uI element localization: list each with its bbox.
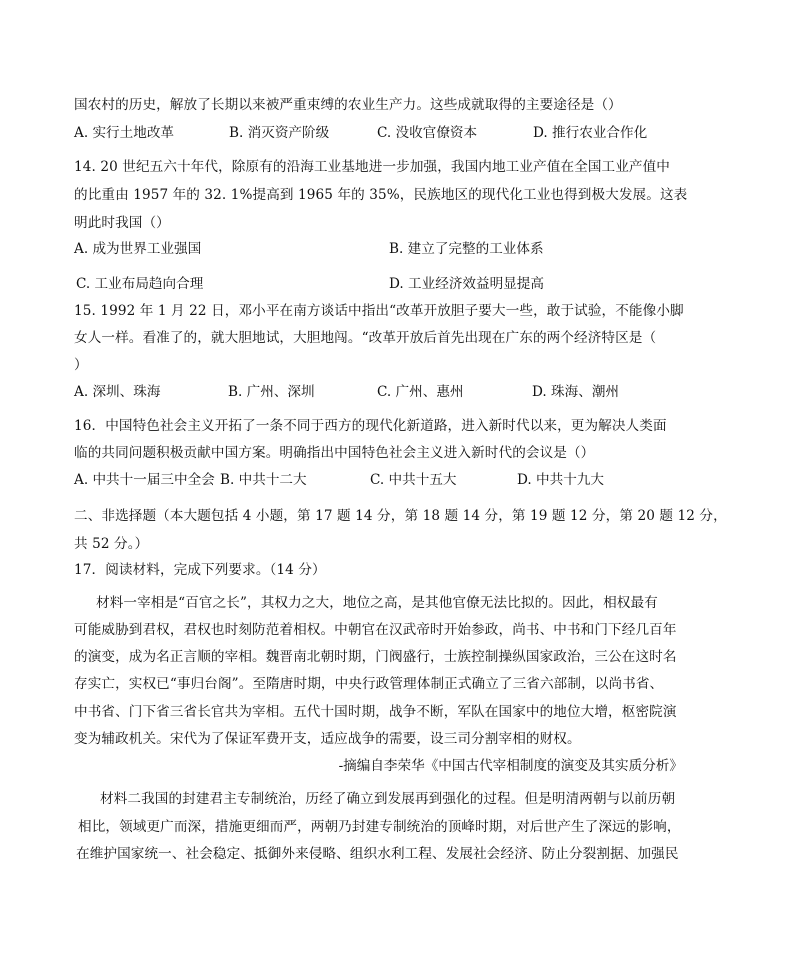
q15-stem-line-2: 女人一样。看准了的，就大胆地试，大胆地闯。“改革开放后首先出现在广东的两个经济特区是（ [74, 330, 657, 346]
q15-option-b: B. 广州、深圳 [228, 384, 315, 400]
q15-option-c: C. 广州、惠州 [377, 384, 464, 400]
q13-option-a: A. 实行土地改革 [74, 125, 175, 141]
section2-heading-line-2: 共 52 分。） [74, 536, 149, 552]
q16-option-d: D. 中共十九大 [517, 472, 605, 488]
q14-option-d: D. 工业经济效益明显提高 [389, 276, 544, 292]
q17-material1-line-3: 的演变，成为名正言顺的宰相。魏晋南北朝时期，门阀盛行，士族控制操纵国家政治，三公在这时名 [74, 649, 677, 665]
q17-material1-line-4: 存实亡，实权已“事归台阁”。至隋唐时期，中央行政管理体制正式确立了三省六部制，以尚书省、 [74, 676, 664, 692]
q15-stem-line-1: 15. 1992 年 1 月 22 日，邓小平在南方谈话中指出“改革开放胆子要大一些，敢于试验，不能像小脚 [74, 303, 684, 319]
q17-material1-source: -摘编自李荣华《中国古代宰相制度的演变及其实质分析》 [338, 758, 683, 774]
q13-option-d: D. 推行农业合作化 [533, 125, 648, 141]
q15-stem-line-3: ） [74, 357, 88, 373]
q17-material2-line-3: 在维护国家统一、社会稳定、抵御外来侵略、组织水利工程、发展社会经济、防止分裂割据、加强民 [76, 846, 679, 862]
q13-text-line: 国农村的历史，解放了长期以来被严重束缚的农业生产力。这些成就取得的主要途径是（） [74, 97, 622, 113]
q14-stem-line-1: 14. 20 世纪五六十年代，除原有的沿海工业基地进一步加强，我国内地工业产值在全国工业产值中 [74, 159, 671, 175]
q17-material1-line-1: 材料一宰相是“百官之长”，其权力之大，地位之高，是其他官僚无法比拟的。因此，相权最有 [96, 595, 658, 611]
q17-material1-line-5: 中书省、门下省三省长官共为宰相。五代十国时期，战争不断，军队在国家中的地位大增，枢密院演 [74, 704, 677, 720]
q17-material2-line-2: 相比，领域更广而深，措施更细而严，两朝乃封建专制统治的顶峰时期，对后世产生了深远的影响， [78, 819, 681, 835]
q16-option-b: B. 中共十二大 [220, 472, 307, 488]
q16-stem-line-2: 临的共同问题积极贡献中国方案。明确指出中国特色社会主义进入新时代的会议是（） [74, 445, 595, 461]
q15-option-a: A. 深圳、珠海 [74, 384, 161, 400]
q14-stem-line-2: 的比重由 1957 年的 32. 1%提高到 1965 年的 35%，民族地区的现代化工业也得到极大发展。这表 [74, 187, 688, 203]
q17-material2-line-1: 材料二我国的封建君主专制统治，历经了确立到发展再到强化的过程。但是明清两朝与以前历朝 [100, 791, 676, 807]
q13-option-c: C. 没收官僚资本 [377, 125, 478, 141]
q17-title: 17．阅读材料，完成下列要求。（14 分） [74, 562, 326, 578]
q14-stem-line-3: 明此时我国（） [74, 215, 170, 231]
q17-material1-line-2: 可能威胁到君权，君权也时刻防范着相权。中朝官在汉武帝时开始参政，尚书、中书和门下经几百年 [74, 622, 677, 638]
q16-option-a: A. 中共十一届三中全会 [74, 472, 215, 488]
q13-option-b: B. 消灭资产阶级 [229, 125, 330, 141]
q17-material1-line-6: 变为辅政机关。宋代为了保证军费开支，适应战争的需要，设三司分割宰相的财权。 [74, 731, 581, 747]
q14-option-a: A. 成为世界工业强国 [74, 241, 202, 257]
q16-option-c: C. 中共十五大 [370, 472, 457, 488]
q16-stem-line-1: 16．中国特色社会主义开拓了一条不同于西方的现代化新道路，进入新时代以来，更为解决人类面 [74, 418, 667, 434]
section2-heading-line-1: 二、非选择题（本大题包括 4 小题，第 17 题 14 分，第 18 题 14 分，第 19 题 12 分，第 20 题 12 分， [74, 508, 727, 524]
q15-option-d: D. 珠海、潮州 [532, 384, 620, 400]
q14-option-b: B. 建立了完整的工业体系 [389, 241, 544, 257]
q14-option-c: C. 工业布局趋向合理 [76, 276, 204, 292]
